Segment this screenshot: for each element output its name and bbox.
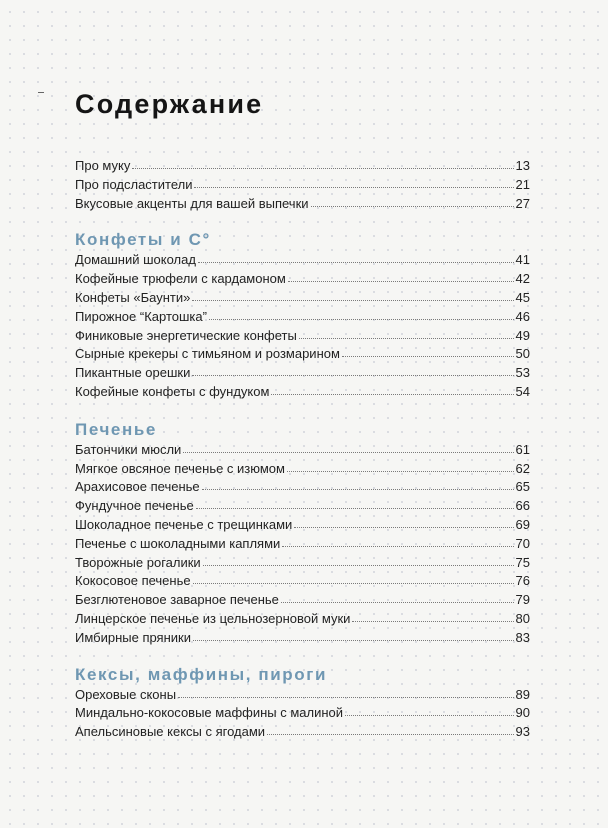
section-heading: Печенье	[75, 419, 157, 439]
toc-entry-title: Пикантные орешки	[75, 365, 191, 381]
toc-entry[interactable]	[75, 364, 530, 383]
margin-mark	[38, 92, 44, 93]
toc-entry-title: Линцерское печенье из цельнозерновой муки	[75, 610, 351, 626]
toc-page-number: 27	[515, 195, 530, 211]
toc-section-intro	[75, 157, 530, 213]
toc-entry-title: Вкусовые акценты для вашей выпечки	[75, 195, 309, 211]
toc-entry-title: Ореховые сконы	[75, 686, 177, 702]
toc-page-number: 61	[515, 441, 530, 457]
toc-entry[interactable]	[75, 176, 530, 195]
toc-entry-title: Сырные крекеры с тимьяном и розмарином	[75, 346, 340, 362]
toc-entry[interactable]	[75, 195, 530, 214]
toc-page-number: 45	[515, 289, 530, 305]
toc-page-number: 53	[515, 365, 530, 381]
toc-page-number: 13	[515, 158, 530, 173]
toc-entry-title: Творожные рогалики	[75, 554, 201, 570]
dot-leader	[311, 205, 514, 207]
toc-entry-title: Арахисовое печенье	[75, 479, 200, 495]
dot-leader	[271, 393, 513, 395]
toc-entry-title: Кофейные конфеты с фундуком	[75, 383, 270, 399]
toc-entry[interactable]	[75, 554, 530, 573]
toc-entry[interactable]	[75, 704, 530, 723]
toc-entry-title: Конфеты «Баунти»	[75, 289, 191, 305]
toc-page-number: 76	[515, 573, 530, 589]
toc-entry-title: Миндально-кокосовые маффины с малиной	[75, 705, 344, 721]
toc-entry[interactable]	[75, 460, 530, 479]
toc-page-number: 83	[515, 629, 530, 645]
toc-page-number: 50	[515, 346, 530, 362]
dot-leader	[193, 639, 514, 641]
toc-page-number: 89	[515, 686, 530, 702]
dot-leader	[342, 355, 514, 357]
toc-section-candies	[75, 230, 530, 401]
toc-entry[interactable]	[75, 289, 530, 308]
toc-entry-title: Мягкое овсяное печенье с изюмом	[75, 460, 285, 476]
toc-list	[75, 157, 530, 742]
toc-entry[interactable]	[75, 516, 530, 535]
dot-leader	[203, 564, 514, 566]
toc-entry-title: Фундучное печенье	[75, 498, 194, 514]
toc-page-number: 93	[515, 724, 530, 740]
toc-page-number: 41	[515, 252, 530, 268]
page-title: Содержание	[75, 89, 264, 119]
dot-leader	[178, 696, 513, 698]
section-heading: Кексы, маффины, пироги	[75, 664, 327, 684]
toc-entry[interactable]	[75, 610, 530, 629]
toc-page-number: 62	[515, 460, 530, 476]
toc-entry-title: Апельсиновые кексы с ягодами	[75, 724, 266, 740]
toc-page-number: 49	[515, 327, 530, 343]
dot-leader	[183, 451, 513, 453]
toc-entry-title: Про подсластители	[75, 176, 193, 192]
toc-page-number: 46	[515, 308, 530, 324]
toc-entry[interactable]	[75, 383, 530, 402]
toc-page-number: 70	[515, 535, 530, 551]
dot-leader	[198, 261, 514, 263]
toc-page-number: 90	[515, 705, 530, 721]
toc-entry-title: Домашний шоколад	[75, 252, 196, 268]
toc-entry-title: Кофейные трюфели с кардамоном	[75, 271, 286, 287]
toc-entry[interactable]	[75, 497, 530, 516]
dot-leader	[287, 470, 514, 472]
toc-entry[interactable]	[75, 251, 530, 270]
toc-entry[interactable]	[75, 629, 530, 648]
toc-entry-title: Печенье с шоколадными каплями	[75, 535, 281, 551]
toc-entry-title: Про муку	[75, 158, 131, 173]
toc-entry-title: Пирожное “Картошка”	[75, 308, 207, 324]
section-heading: Конфеты и С°	[75, 230, 211, 250]
dot-leader	[194, 186, 513, 188]
dot-leader	[345, 714, 514, 716]
toc-page-number: 65	[515, 479, 530, 495]
toc-page-number: 21	[515, 176, 530, 192]
toc-page-number: 79	[515, 592, 530, 608]
dot-leader	[352, 620, 513, 622]
toc-entry[interactable]	[75, 535, 530, 554]
dot-leader	[196, 507, 514, 509]
toc-entry[interactable]	[75, 327, 530, 346]
dot-leader	[294, 526, 513, 528]
toc-page-number: 54	[515, 383, 530, 399]
dot-leader	[192, 374, 513, 376]
dot-leader	[202, 488, 514, 490]
toc-entry[interactable]	[75, 308, 530, 327]
toc-entry[interactable]	[75, 157, 530, 176]
dot-leader	[192, 299, 513, 301]
toc-entry[interactable]	[75, 723, 530, 742]
dot-leader	[282, 545, 513, 547]
dot-leader	[193, 582, 514, 584]
toc-entry[interactable]	[75, 345, 530, 364]
toc-section-cookies	[75, 420, 530, 648]
toc-entry[interactable]	[75, 441, 530, 460]
toc-entry-title: Финиковые энергетические конфеты	[75, 327, 297, 343]
dot-leader	[267, 733, 513, 735]
toc-page-number: 66	[515, 498, 530, 514]
toc-page-number: 42	[515, 271, 530, 287]
toc-page-number: 75	[515, 554, 530, 570]
toc-entry-title: Имбирные пряники	[75, 629, 191, 645]
toc-page-number: 69	[515, 516, 530, 532]
toc-entry-title: Кокосовое печенье	[75, 573, 191, 589]
dot-leader	[299, 337, 514, 339]
toc-section-cakes	[75, 665, 530, 742]
toc-entry-title: Шоколадное печенье с трещинками	[75, 516, 293, 532]
dot-leader	[132, 167, 513, 169]
toc-entry[interactable]	[75, 572, 530, 591]
toc-entry-title: Безглютеновое заварное печенье	[75, 592, 279, 608]
toc-page-number: 80	[515, 610, 530, 626]
toc-entry[interactable]	[75, 478, 530, 497]
dot-leader	[209, 318, 514, 320]
toc-entry[interactable]	[75, 270, 530, 289]
dot-leader	[288, 280, 514, 282]
toc-entry[interactable]	[75, 591, 530, 610]
toc-entry-title: Батончики мюсли	[75, 441, 182, 457]
dot-leader	[281, 601, 514, 603]
toc-entry[interactable]	[75, 686, 530, 705]
